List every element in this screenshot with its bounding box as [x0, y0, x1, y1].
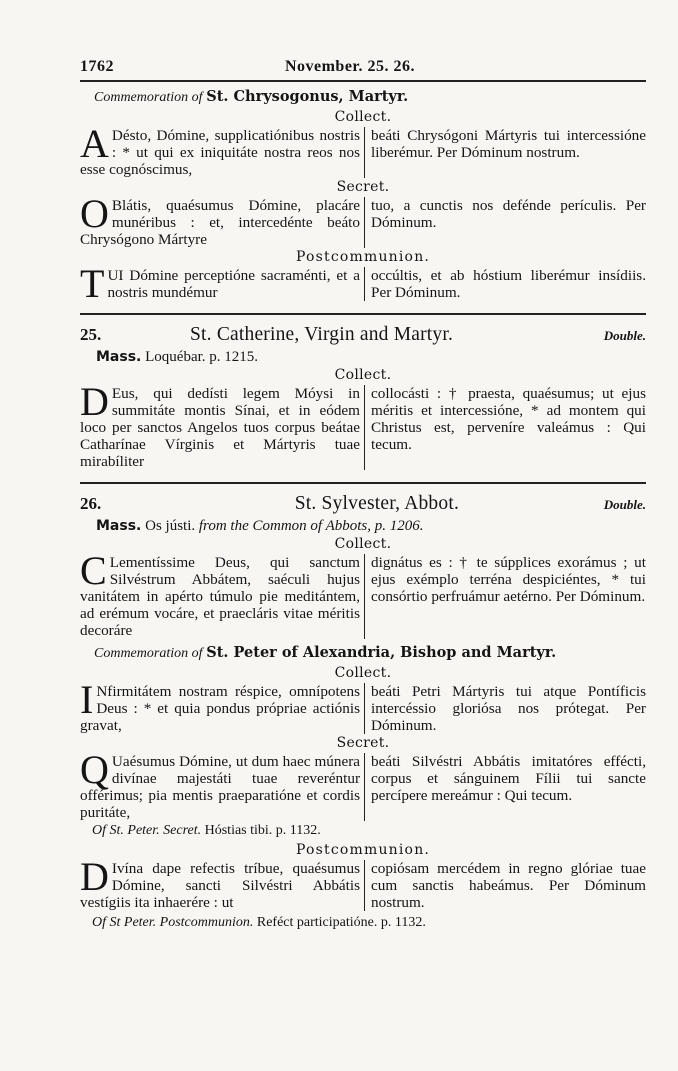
section-rule: [80, 482, 646, 484]
postcommunion-right-text: copiósam mercédem in regno glóriae tuae cum sanctis habeámus. Per Dóminum nostrum.: [371, 860, 646, 911]
secret-right-text: tuo, a cunctis nos defénde perículis. Per Dóminum.: [371, 197, 646, 231]
header-date: November. 25. 26.: [284, 58, 416, 75]
secret-heading: Secret.: [336, 179, 390, 195]
commem-prefix: Commemoration of: [94, 90, 203, 105]
mass-reference: [80, 517, 646, 535]
running-header: [80, 58, 646, 76]
collect-heading: Collect.: [334, 665, 392, 681]
feast-rank: Double.: [603, 497, 646, 512]
feast-heading-sylvester: [80, 492, 646, 517]
secret-right-text: beáti Silvéstri Abbátis imitatóres effécti, corpus et sánguinem Fílii tui sancte percípere mereámur : Qui tecum.: [371, 753, 646, 804]
mass-source: from the Common of Abbots, p. 1206.: [198, 518, 424, 534]
note-text: Reféct participatióne. p. 1132.: [256, 915, 426, 930]
commem-prefix: Commemoration of: [94, 646, 203, 661]
postcommunion-right-text: occúltis, et ab hóstium liberémur insídiis. Per Dóminum.: [371, 267, 646, 301]
secret-block: [80, 191, 646, 248]
page-number: 1762: [80, 58, 114, 75]
feast-title: St. Sylvester, Abbot.: [294, 493, 460, 514]
mass-label: Mass.: [96, 518, 142, 534]
drop-cap: A: [80, 121, 109, 166]
postcommunion-note: [80, 913, 646, 933]
drop-cap: Q: [80, 747, 109, 792]
secret-block: [80, 747, 646, 821]
feast-title: St. Catherine, Virgin and Martyr.: [190, 324, 454, 345]
commem-saint: St. Chrysogonus, Martyr.: [206, 88, 409, 105]
secret-note: [80, 821, 646, 841]
commem-saint: St. Peter of Alexandria, Bishop and Martyr.: [206, 644, 557, 661]
collect-block: [80, 548, 646, 639]
collect-right-text: beáti Petri Mártyris tui atque Pontíficis intercéssio gloriósa nos prótegat. Per Dóminum.: [371, 683, 646, 734]
collect-block: [80, 379, 646, 470]
note-text: Hóstias tibi. p. 1132.: [204, 823, 321, 838]
collect-heading: Collect.: [334, 367, 392, 383]
collect-right-text: dignátus es : † te súpplices exorámus ; ut ejus exémplo terréna despiciéntes, * tui consórtio perfruámur aetérno. Per Dóminum.: [371, 554, 646, 605]
collect-heading: Collect.: [334, 536, 392, 552]
secret-left-text: Uaésumus Dómine, ut dum haec múnera divínae majestáti tuae reveréntur offérimus; pia mentis praeparatióne et cordis puritáte,: [80, 753, 360, 821]
collect-left-text: Eus, qui dedísti legem Móysi in summitáte montis Sínai, et in eódem loco per sanctos Angelos tuos corpus beátae Catharínae Vírginis et Mártyris tuae mirabíliter: [80, 385, 360, 470]
collect-right-text: beáti Chrysógoni Mártyris tui intercessióne liberémur. Per Dóminum nostrum.: [371, 127, 646, 161]
mass-label: Mass.: [96, 349, 142, 365]
collect-block: [80, 677, 646, 734]
secret-left-text: Blátis, quaésumus Dómine, placáre munéribus : et, intercedénte beáto Chrysógono Mártyre: [80, 197, 360, 248]
drop-cap: I: [80, 677, 94, 722]
feast-heading-catherine: [80, 323, 646, 348]
feast-number: 26.: [80, 494, 102, 513]
note-label: Of St Peter. Postcommunion.: [92, 915, 254, 930]
secret-heading: Secret.: [336, 735, 390, 751]
feast-number: 25.: [80, 325, 102, 344]
feast-rank: Double.: [603, 328, 646, 343]
postcommunion-block: [80, 261, 646, 306]
drop-cap: D: [80, 854, 109, 899]
postcommunion-left-text: Ivína dape refectis tríbue, quaésumus Dómine, sancti Silvéstri Abbátis vestígiis ita inhaerére : ut: [80, 860, 360, 911]
collect-left-text: Désto, Dómine, supplicatiónibus nostris : * ut qui ex iniquitáte nostra reos nos esse cognóscimus,: [80, 127, 360, 178]
drop-cap: C: [80, 548, 107, 593]
drop-cap: T: [80, 261, 105, 306]
header-rule: [80, 80, 646, 82]
commemoration-peter: [80, 642, 646, 664]
mass-reference: [80, 348, 646, 366]
collect-left-text: Nfirmitátem nostram réspice, omnípotens Deus : * et quia pondus própriae actiónis gravat,: [80, 683, 360, 734]
mass-text: Loquébar. p. 1215.: [145, 349, 259, 365]
collect-heading: Collect.: [334, 109, 392, 125]
mass-text: Os jústi.: [145, 518, 196, 534]
drop-cap: O: [80, 191, 109, 236]
collect-block: [80, 121, 646, 178]
drop-cap: D: [80, 379, 109, 424]
missal-page: [80, 58, 646, 933]
postcommunion-heading: Postcommunion.: [295, 842, 431, 858]
postcommunion-block: [80, 854, 646, 911]
collect-left-text: Lementíssime Deus, qui sanctum Silvéstrum Abbátem, saéculi hujus vanitátem in apérto túmulo pie meditántem, ad erémum vocáre, et praecláris vitae méritis decoráre: [80, 554, 360, 639]
section-rule: [80, 313, 646, 315]
collect-right-text: collocásti : † praesta, quaésumus; ut ejus méritis et intercessióne, * ad montem qui Christus est, perveníre valeámus : Qui tecum.: [371, 385, 646, 453]
commemoration-chrysogonus: [80, 86, 646, 108]
postcommunion-left-text: UI Dómine perceptióne sacraménti, et a nostris mundémur: [107, 267, 360, 301]
note-label: Of St. Peter. Secret.: [92, 823, 202, 838]
postcommunion-heading: Postcommunion.: [295, 249, 431, 265]
